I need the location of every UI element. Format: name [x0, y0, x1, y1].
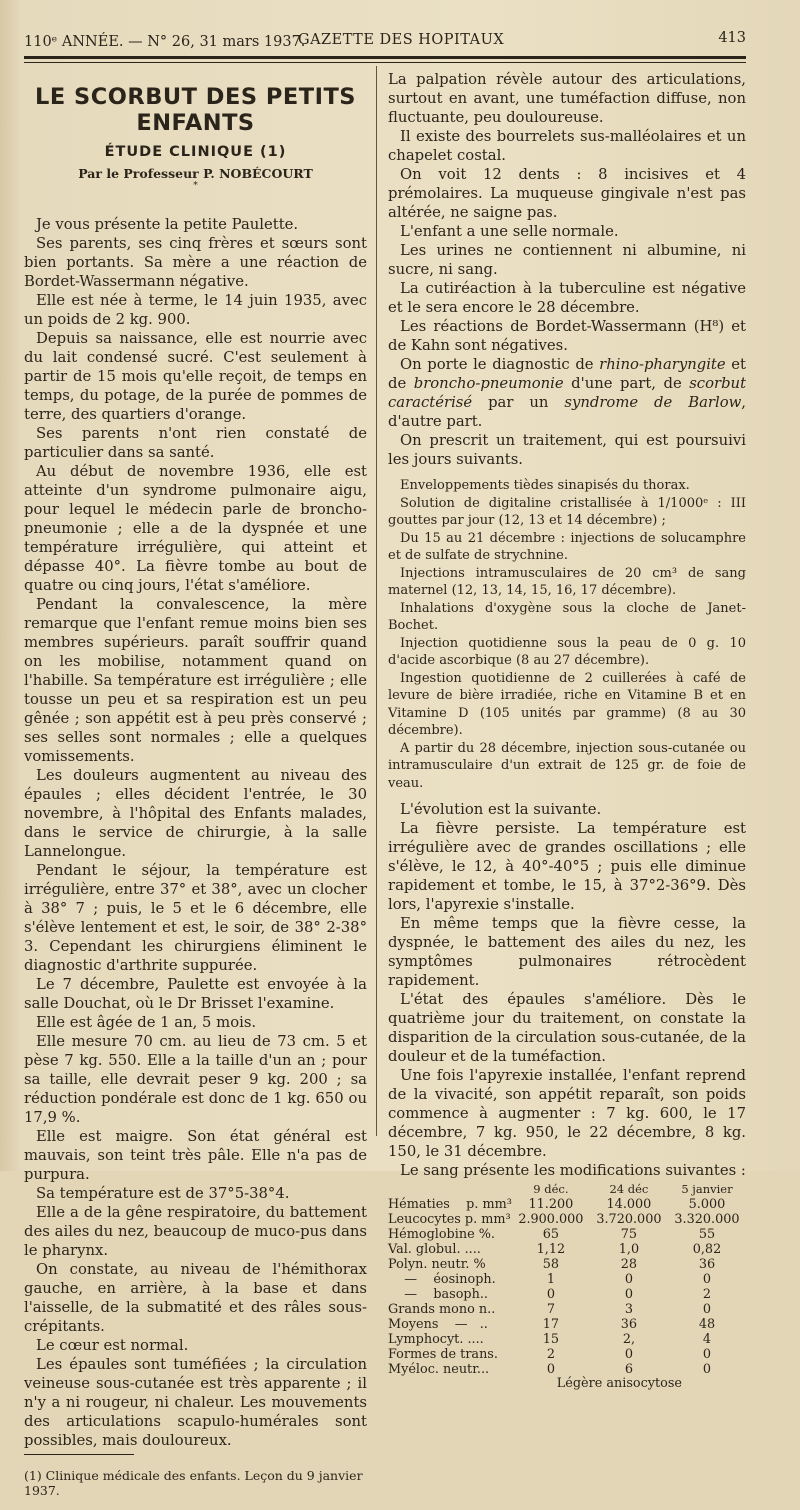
paragraph: L'évolution est la suivante.: [400, 801, 602, 818]
row-label: Grands mono n..: [388, 1302, 496, 1317]
paragraph: Les urines ne contiennent ni albumine, ni sucre, ni sang.: [388, 242, 746, 278]
page-number: 413: [718, 30, 746, 46]
paragraph: La palpation révèle autour des articulations, surtout en avant, une tuméfaction diffuse, non fluctuante, peu douloureuse.: [388, 71, 746, 126]
paragraph: On prescrit un traitement, qui est poursuivi les jours suivants.: [388, 432, 746, 468]
table-row: [388, 1257, 746, 1272]
diagnosis-text: et de: [388, 356, 746, 392]
table-cell: 3.720.000: [596, 1212, 662, 1227]
paragraph: Ses parents n'ont rien constaté de particulier dans sa santé.: [24, 425, 367, 461]
paragraph: Ses parents, ses cinq frères et sœurs sont bien portants. Sa mère a une réaction de Bordet-Wassermann négative.: [24, 235, 367, 290]
table-row: [388, 1362, 746, 1377]
table-cell: 15: [542, 1332, 560, 1347]
row-label: — basoph..: [388, 1287, 489, 1302]
table-cell: 0: [624, 1347, 633, 1362]
table-header: [388, 1182, 512, 1197]
row-label: Formes de trans.: [388, 1347, 498, 1362]
paragraph: Pendant la convalescence, la mère remarque que l'enfant remue moins bien ses membres supérieurs. paraît souffrir quand on les mobilise, notamment quand on l'habille. Sa température est irrégulière ; elle tousse un peu et sa respiration est un peu gênée ; son appétit est à peu près conservé ; ses selles sont normales ; elle a quelques vomissements.: [24, 596, 367, 765]
diagnosis-term: syndrome de Barlow: [564, 394, 742, 411]
blood-table: [388, 1182, 746, 1377]
separator-mark: *: [193, 181, 198, 191]
paragraph: Le sang présente les modifications suivantes :: [400, 1162, 746, 1179]
table-cell: 0: [624, 1287, 633, 1302]
paragraph: Les réactions de Bordet-Wassermann (H⁸) et de Kahn sont négatives.: [388, 318, 746, 354]
diagnosis-term: scorbut caractérisé: [388, 375, 747, 411]
table-cell: 2: [546, 1347, 555, 1362]
table-cell: 0: [702, 1362, 712, 1377]
table-cell: 17: [542, 1317, 560, 1332]
treatment-item: A partir du 28 décembre, injection sous-cutanée ou intramusculaire d'un extrait de 125 gr. de foie de veau.: [388, 740, 746, 791]
table-row: [388, 1287, 746, 1302]
paragraph: Elle est née à terme, le 14 juin 1935, avec un poids de 2 kg. 900.: [24, 292, 367, 328]
table-cell: 1: [546, 1272, 555, 1287]
table-cell: 0: [546, 1287, 555, 1302]
paragraph: L'état des épaules s'améliore. Dès le quatrième jour du traitement, on constate la disparition de la circulation sous-cutanée, de la douleur et de la tuméfaction.: [388, 991, 746, 1065]
table-cell: 0: [702, 1347, 712, 1362]
paragraph: Il existe des bourrelets sus-malléolaires et un chapelet costal.: [388, 128, 746, 164]
paragraph: Depuis sa naissance, elle est nourrie avec du lait condensé sucré. C'est seulement à partir de 15 mois qu'elle reçoit, de temps en temps, du potage, de la purée de pommes de terre, des quartiers d'orange.: [24, 330, 367, 423]
page-header: [24, 30, 746, 52]
footnote-rule: [24, 1454, 134, 1455]
table-cell: 65: [542, 1227, 560, 1242]
paragraph: On voit 12 dents : 8 incisives et 4 prémolaires. La muqueuse gingivale n'est pas altérée, ne saigne pas.: [388, 166, 746, 221]
table-cell: 0: [546, 1362, 555, 1377]
row-label: Lymphocyt. ....: [388, 1332, 484, 1347]
table-header: 9 déc.: [533, 1182, 569, 1196]
diagnosis-text: , d'autre part.: [388, 394, 747, 430]
paragraph: Elle a de la gêne respiratoire, du battement des ailes du nez, beaucoup de muco-pus dans le pharynx.: [24, 1204, 367, 1259]
table-row: [388, 1242, 746, 1257]
paragraph: La fièvre persiste. La température est irrégulière avec de grandes oscillations ; elle s'élève, le 12, à 40°-40°5 ; puis elle diminue rapidement et tombe, le 15, à 37°2-36°9. Dès lors, l'apyrexie s'installe.: [388, 820, 746, 913]
treatment-item: Ingestion quotidienne de 2 cuillerées à café de levure de bière irradiée, riche en Vitamine B et en Vitamine D (105 unités par gramme) (8 au 30 décembre).: [388, 670, 746, 738]
treatment-item: Injections intramusculaires de 20 cm³ de sang maternel (12, 13, 14, 15, 16, 17 décembre).: [388, 565, 746, 598]
paragraph: Le cœur est normal.: [36, 1337, 189, 1354]
table-cell: 36: [698, 1257, 716, 1272]
table-cell: 48: [698, 1317, 716, 1332]
treatment-item: Inhalations d'oxygène sous la cloche de Janet-Bochet.: [388, 600, 746, 633]
table-header: 5 janvier: [681, 1182, 733, 1196]
treatment-item: Solution de digitaline cristallisée à 1/1000ᵉ : III gouttes par jour (12, 13 et 14 décembre) ;: [388, 495, 746, 528]
header-rule-thick: [24, 56, 746, 59]
paragraph: Elle mesure 70 cm. au lieu de 73 cm. 5 et pèse 7 kg. 550. Elle a la taille d'un an ; pour sa taille, elle devrait peser 9 kg. 200 ; sa réduction pondérale est donc de 1 kg. 650 ou 17,9 %.: [24, 1033, 367, 1126]
table-row: [388, 1227, 746, 1242]
row-label: Hématies p. mm³: [388, 1197, 512, 1212]
table-cell: 0: [702, 1272, 712, 1287]
right-column: [388, 70, 746, 1391]
table-cell: 6: [624, 1362, 633, 1377]
table-row: [388, 1272, 746, 1287]
table-cell: 1,0: [618, 1242, 640, 1257]
paragraph: Une fois l'apyrexie installée, l'enfant reprend de la vivacité, son appétit reparaît, son poids commence à augmenter : 7 kg. 600, le 17 décembre, 7 kg. 950, le 22 décembre, 8 kg. 150, le 31 décembre.: [388, 1067, 746, 1160]
table-row: [388, 1317, 746, 1332]
journal-name: GAZETTE DES HOPITAUX: [298, 32, 505, 48]
row-label: — éosinoph.: [388, 1272, 496, 1287]
footnote: (1) Clinique médicale des enfants. Leçon du 9 janvier 1937.: [24, 1467, 363, 1498]
table-cell: 7: [546, 1302, 555, 1317]
paragraph: Je vous présente la petite Paulette.: [36, 216, 299, 233]
table-header-row: [388, 1182, 746, 1197]
diagnosis-text: On porte le diagnostic de: [400, 356, 600, 373]
paragraph: Au début de novembre 1936, elle est atteinte d'un syndrome pulmonaire aigu, pour lequel le médecin parle de broncho-pneumonie ; elle a de la dyspnée et une température irrégulière, qui atteint et dépasse 40°. La fièvre tombe au bout de quatre ou cinq jours, l'état s'améliore.: [24, 463, 367, 594]
article-author: Par le Professeur P. NOBÉCOURT: [78, 166, 313, 181]
table-row: [388, 1197, 746, 1212]
table-row: [388, 1347, 746, 1362]
paragraph: Les douleurs augmentent au niveau des épaules ; elles décident l'entrée, le 30 novembre, à l'hôpital des Enfants malades, dans le service de chirurgie, à la salle Lannelongue.: [24, 767, 367, 860]
row-label: Val. globul. ....: [388, 1242, 481, 1257]
paragraph: Le 7 décembre, Paulette est envoyée à la salle Douchat, où le Dr Brisset l'examine.: [24, 976, 367, 1012]
table-cell: 0,82: [692, 1242, 722, 1257]
paragraph: Les épaules sont tuméfiées ; la circulation veineuse sous-cutanée est très apparente ; il n'y a ni rougeur, ni chaleur. Les mouvements des articulations scapulo-humérales sont possibles, mais douloureux.: [24, 1356, 367, 1449]
table-cell: 0: [702, 1302, 712, 1317]
header-rule-thin: [24, 62, 746, 63]
table-cell: 2.900.000: [518, 1212, 584, 1227]
table-cell: 58: [542, 1257, 560, 1272]
paragraph: Elle est âgée de 1 an, 5 mois.: [36, 1014, 257, 1031]
table-cell: 3.320.000: [674, 1212, 740, 1227]
table-cell: 55: [698, 1227, 716, 1242]
table-cell: 4: [702, 1332, 712, 1347]
diagnosis-term: broncho-pneumonie: [413, 375, 564, 392]
table-cell: 2,: [622, 1332, 636, 1347]
article-subtitle: ÉTUDE CLINIQUE (1): [104, 144, 287, 160]
paragraph: Pendant le séjour, la température est irrégulière, entre 37° et 38°, avec un clocher à 38° 7 ; puis, le 5 et le 6 décembre, elle s'élève lentement et est, le soir, de 38° 2-38° 3. Cependant les chirurgiens éliminent le diagnostic d'arthrite suppurée.: [24, 862, 367, 974]
paragraph: Elle est maigre. Son état général est mauvais, son teint très pâle. Elle n'a pas de purpura.: [24, 1128, 367, 1183]
table-note: Légère anisocytose: [556, 1376, 682, 1391]
diagnosis-text: par un: [472, 394, 565, 411]
paragraph: La cutiréaction à la tuberculine est négative et le sera encore le 28 décembre.: [388, 280, 746, 316]
row-label: Polyn. neutr. %: [388, 1257, 486, 1272]
table-cell: 36: [620, 1317, 638, 1332]
table-cell: 14.000: [606, 1197, 652, 1212]
table-cell: 0: [624, 1272, 633, 1287]
treatment-item: Du 15 au 21 décembre : injections de solucamphre et de sulfate de strychnine.: [388, 530, 746, 563]
article-title: LE SCORBUT DES PETITS ENFANTS: [34, 84, 357, 136]
table-cell: 75: [620, 1227, 638, 1242]
diagnosis-term: rhino-pharyngite: [599, 356, 726, 373]
table-row: [388, 1332, 746, 1347]
paragraph: Sa température est de 37°5-38°4.: [36, 1185, 290, 1202]
table-header: 24 déc: [609, 1182, 649, 1196]
row-label: Moyens — ..: [388, 1317, 488, 1332]
diagnosis-paragraph: [388, 355, 746, 431]
left-column: [24, 70, 367, 1510]
column-separator: [376, 66, 377, 1136]
table-cell: 5.000: [688, 1197, 726, 1212]
table-cell: 3: [624, 1302, 633, 1317]
paragraph: L'enfant a une selle normale.: [400, 223, 619, 240]
paragraph: En même temps que la fièvre cesse, la dyspnée, le battement des ailes du nez, les symptômes pulmonaires rétrocèdent rapidement.: [388, 915, 746, 989]
diagnosis-text: d'une part, de: [563, 375, 690, 392]
table-row: [388, 1302, 746, 1317]
table-cell: 2: [702, 1287, 712, 1302]
issue-line: 110ᵉ ANNÉE. — N° 26, 31 mars 1937.: [24, 34, 306, 50]
row-label: Leucocytes p. mm³: [388, 1212, 511, 1227]
treatment-item: Enveloppements tièdes sinapisés du thorax.: [400, 478, 690, 493]
paragraph: On constate, au niveau de l'hémithorax gauche, en arrière, à la base et dans l'aisselle, de la submatité et des râles sous-crépitants.: [24, 1261, 367, 1335]
table-cell: 11.200: [528, 1197, 574, 1212]
treatment-item: Injection quotidienne sous la peau de 0 g. 10 d'acide ascorbique (8 au 27 décembre).: [388, 635, 746, 668]
table-row: [388, 1212, 746, 1227]
table-cell: 28: [620, 1257, 638, 1272]
row-label: Hémoglobine %.: [388, 1227, 495, 1242]
table-cell: 1,12: [536, 1242, 566, 1257]
row-label: Myéloc. neutr...: [388, 1362, 490, 1377]
